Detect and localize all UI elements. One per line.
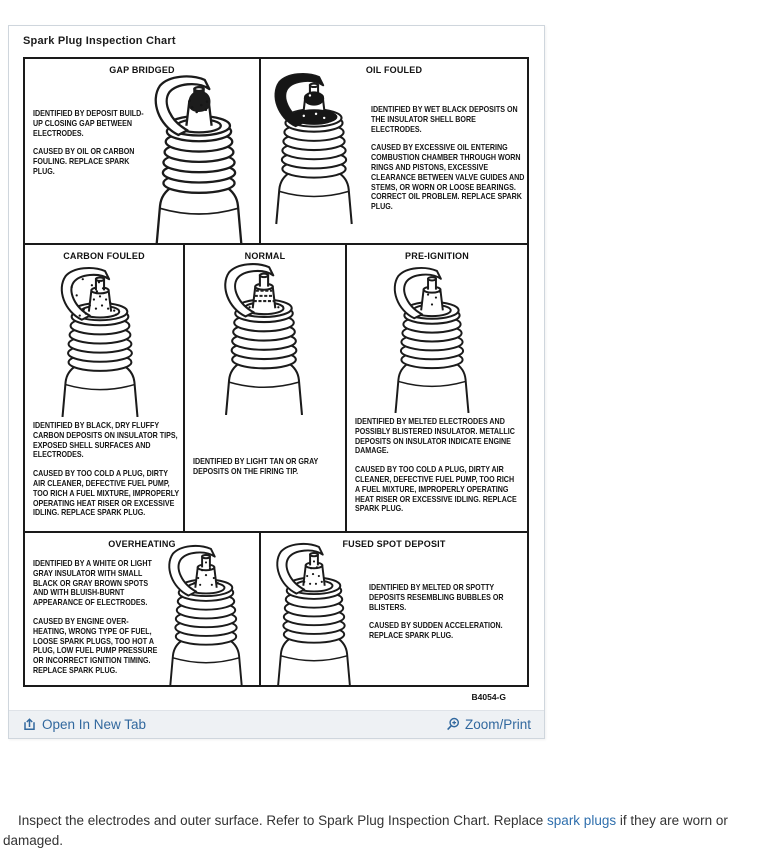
- panel-overheating: [25, 533, 259, 685]
- identified-text: IDENTIFIED BY LIGHT TAN OR GRAY DEPOSITS ON THE FIRING TIP.: [193, 457, 319, 476]
- panel-text: [369, 583, 526, 641]
- identified-text: IDENTIFIED BY MELTED OR SPOTTY DEPOSITS RESEMBLING BUBBLES OR BLISTERS.: [369, 583, 504, 612]
- identified-text: IDENTIFIED BY DEPOSIT BUILD-UP CLOSING GAP BETWEEN ELECTRODES.: [33, 109, 144, 138]
- spark-plugs-link[interactable]: spark plugs: [547, 812, 617, 828]
- caused-text: CAUSED BY TOO COLD A PLUG, DIRTY AIR CLEANER, DEFECTIVE FUEL PUMP, TOO RICH A FUEL MIXTURE, IMPROPERLY OPERATING HEAT RISER OR EXCESSIVE IDLING. REPLACE SPARK PLUG.: [33, 469, 180, 518]
- panel-carbon-fouled: [25, 245, 183, 531]
- identified-text: IDENTIFIED BY BLACK, DRY FLUFFY CARBON DEPOSITS ON INSULATOR TIPS, EXPOSED SHELL SURFACES AND ELECTRODES.: [33, 421, 178, 460]
- caused-text: CAUSED BY OIL OR CARBON FOULING. REPLACE SPARK PLUG.: [33, 147, 135, 176]
- identified-text: IDENTIFIED BY WET BLACK DEPOSITS ON THE INSULATOR SHELL BORE ELECTRODES.: [371, 105, 518, 134]
- open-in-new-tab-label: Open In New Tab: [42, 717, 147, 732]
- caused-text: CAUSED BY SUDDEN ACCELERATION. REPLACE SPARK PLUG.: [369, 621, 503, 641]
- spark-plug-illustration: [263, 71, 365, 243]
- panel-normal: [183, 245, 345, 531]
- image-action-bar: [9, 710, 544, 738]
- spark-plug-illustration: [141, 73, 257, 243]
- instruction-paragraph: [3, 811, 781, 851]
- identified-text: IDENTIFIED BY A WHITE OR LIGHT GRAY INSULATOR WITH SMALL BLACK OR GRAY BROWN SPOTS AND WITH BLUISH-BURNT APPEARANCE OF ELECTRODES.: [33, 559, 152, 608]
- panel-title: PRE-IGNITION: [405, 251, 469, 261]
- magnifier-plus-icon: [445, 717, 460, 732]
- spark-plug-illustration: [209, 261, 319, 415]
- spark-plug-illustration: [151, 543, 259, 685]
- panel-title: OIL FOULED: [365, 65, 423, 75]
- spark-plug-chart-widget: [8, 25, 545, 739]
- panel-title: GAP BRIDGED: [109, 65, 175, 75]
- inspection-chart: [23, 57, 529, 687]
- panel-text: [371, 105, 526, 212]
- panel-text: [193, 457, 343, 477]
- caused-text: CAUSED BY TOO COLD A PLUG, DIRTY AIR CLEANER, DEFECTIVE FUEL PUMP, TOO RICH A FUEL MIXTURE, IMPROPERLY OPERATING HEAT RISER OR EXCESSIVE IDLING. REPLACE SPARK PLUG.: [355, 465, 517, 514]
- spark-plug-illustration: [263, 541, 365, 685]
- panel-title: FUSED SPOT DEPOSIT: [342, 539, 446, 549]
- panel-fused-spot-deposit: [259, 533, 527, 685]
- panel-title: CARBON FOULED: [63, 251, 145, 261]
- chart-title: Spark Plug Inspection Chart: [23, 35, 176, 47]
- panel-pre-ignition: [345, 245, 527, 531]
- instruction-text-after: if they are worn or damaged.: [3, 812, 728, 848]
- open-in-new-tab-link[interactable]: [22, 717, 146, 732]
- panel-text: [33, 421, 179, 518]
- panel-title: NORMAL: [244, 251, 286, 261]
- panel-text: [33, 109, 151, 177]
- caused-text: CAUSED BY EXCESSIVE OIL ENTERING COMBUSTION CHAMBER THROUGH WORN RINGS AND PISTONS, EXCESSIVE CLEARANCE BETWEEN VALVE GUIDES AND STEMS, OR WORN OR LOOSE BEARINGS. CORRECT OIL PROBLEM. REPLACE SPARK PLUG.: [371, 143, 525, 212]
- panel-oil-fouled: [259, 59, 527, 243]
- caused-text: CAUSED BY ENGINE OVER-HEATING, WRONG TYPE OF FUEL, LOOSE SPARK PLUGS, TOO HOT A PLUG, LOW FUEL PUMP PRESSURE OR INCORRECT IGNITION TIMING. REPLACE SPARK PLUG.: [33, 616, 158, 675]
- open-in-new-tab-icon: [22, 717, 37, 732]
- spark-plug-illustration: [379, 265, 485, 413]
- spark-plug-illustration: [45, 265, 155, 417]
- figure-code: B4054-G: [471, 692, 506, 702]
- identified-text: IDENTIFIED BY MELTED ELECTRODES AND POSSIBLY BLISTERED INSULATOR. METALLIC DEPOSITS ON INSULATOR INDICATE ENGINE DAMAGE.: [355, 417, 515, 456]
- instruction-text-before: Inspect the electrodes and outer surface. Refer to Spark Plug Inspection Chart. Replace: [18, 812, 548, 828]
- panel-text: [355, 417, 519, 514]
- panel-gap-bridged: [25, 59, 259, 243]
- zoom-print-label: Zoom/Print: [464, 717, 531, 732]
- zoom-print-link[interactable]: [445, 717, 531, 732]
- panel-title: OVERHEATING: [108, 539, 176, 549]
- panel-text: [33, 559, 158, 676]
